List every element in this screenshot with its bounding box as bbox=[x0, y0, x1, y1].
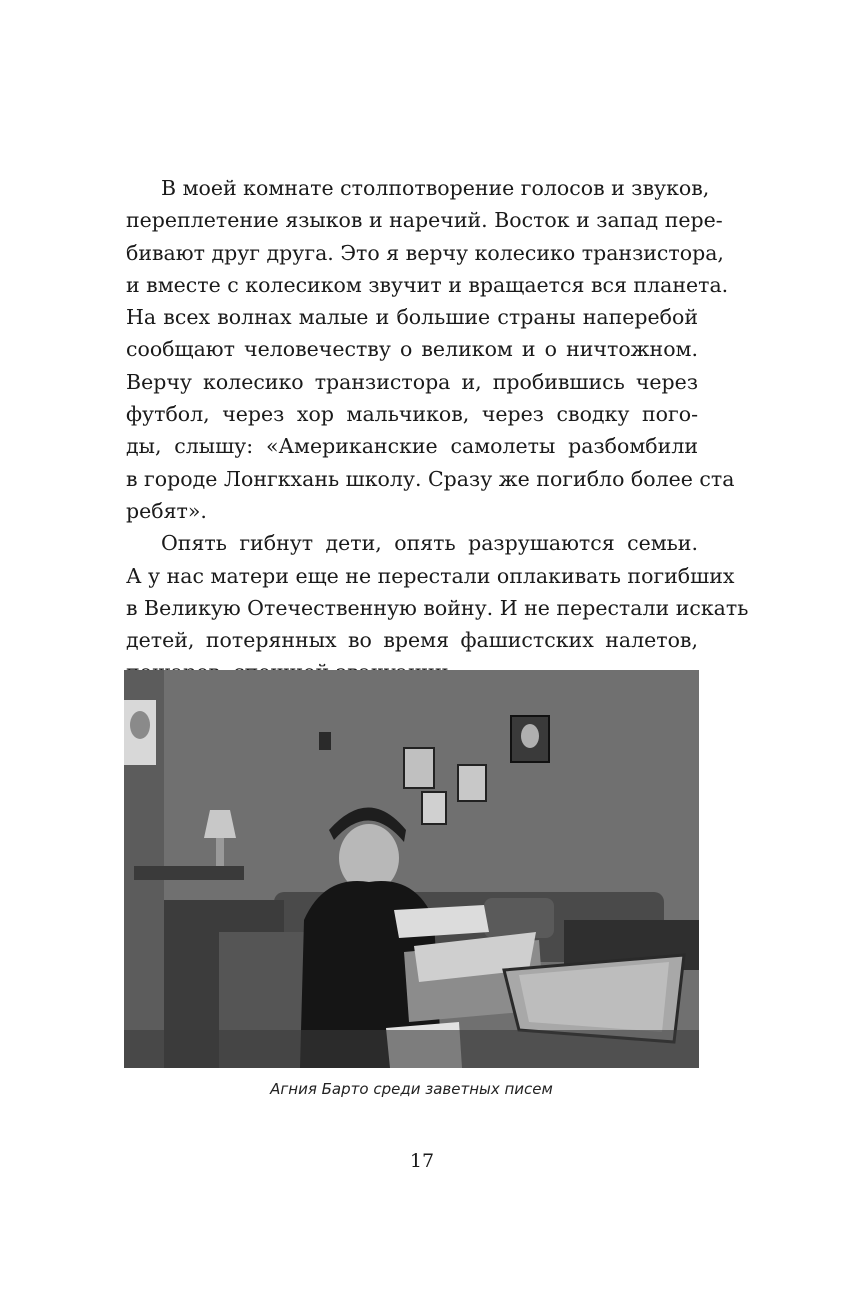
text-line: в городе Лонгкхань школу. Сразу же погибло более ста bbox=[126, 466, 735, 491]
text-line: На всех волнах малые и большие страны наперебой bbox=[126, 305, 698, 330]
text-line: детей, потерянных во время фашистских налетов, bbox=[126, 628, 698, 653]
text-line: А у нас матери еще не перестали оплакивать погибших bbox=[126, 563, 735, 588]
text-line: ребят». bbox=[126, 498, 207, 523]
body-text bbox=[126, 172, 749, 689]
text-line: сообщают человечеству о великом и о ничтожном. bbox=[126, 337, 698, 362]
photo-caption: Агния Барто среди заветных писем bbox=[270, 1080, 553, 1098]
text-line: бивают друг друга. Это я верчу колесико транзистора, bbox=[126, 240, 724, 265]
photo-illustration bbox=[124, 670, 699, 1068]
text-line: переплетение языков и наречий. Восток и запад пере- bbox=[126, 208, 723, 233]
text-line: Опять гибнут дети, опять разрушаются семьи. bbox=[161, 531, 698, 556]
text-line: ды, слышу: «Американские самолеты разбомбили bbox=[126, 434, 698, 459]
page-number: 17 bbox=[409, 1150, 435, 1172]
text-line: и вместе с колесиком звучит и вращается вся планета. bbox=[126, 272, 729, 297]
text-line: в Великую Отечественную войну. И не перестали искать bbox=[126, 595, 749, 620]
text-line: Верчу колесико транзистора и, пробившись через bbox=[126, 369, 698, 394]
text-line: футбол, через хор мальчиков, через сводку пого- bbox=[126, 402, 698, 427]
photograph bbox=[124, 670, 699, 1068]
text-line: В моей комнате столпотворение голосов и звуков, bbox=[161, 176, 710, 200]
